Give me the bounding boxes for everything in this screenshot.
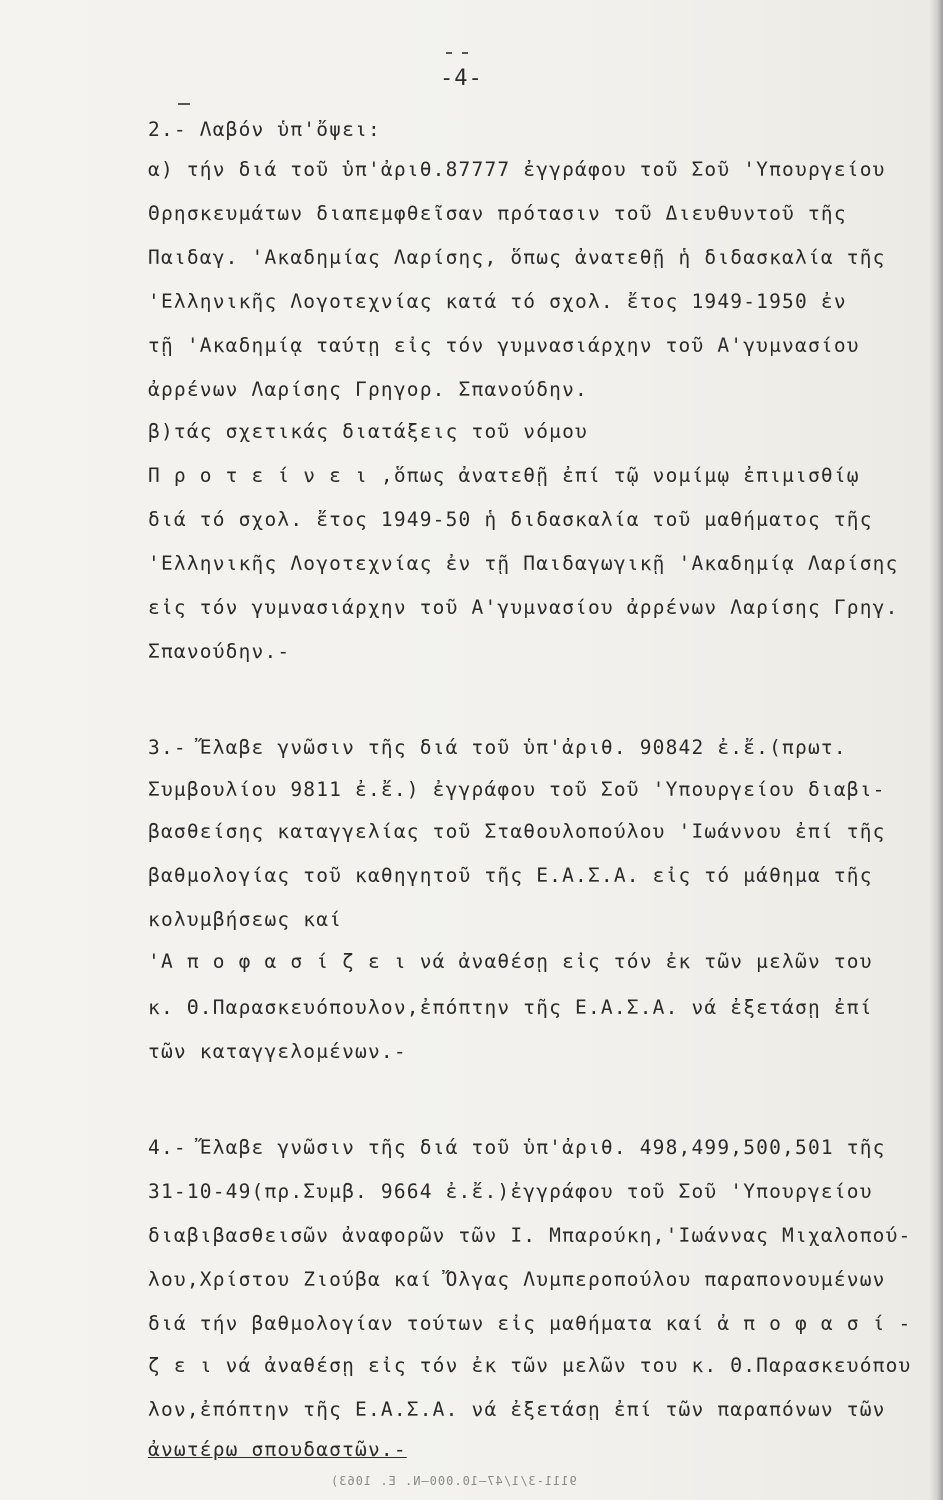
text-line: Συμβουλίου 9811 ἐ.ἔ.) ἐγγράφου τοῦ Σοῦ 'Υπουργείου διαβι- — [148, 778, 886, 801]
text-line: Σπανούδην.- — [148, 640, 291, 663]
text-line: 'Ελληνικῆς Λογοτεχνίας ἐν τῇ Παιδαγωγικῇ 'Ακαδημίᾳ Λαρίσης — [148, 552, 899, 575]
text-line: 31-10-49(πρ.Συμβ. 9664 ἐ.ἔ.)ἐγγράφου τοῦ Σοῦ 'Υπουργείου — [148, 1180, 873, 1203]
text-line: κολυμβήσεως καί — [148, 908, 343, 931]
ink-mark — [178, 103, 190, 105]
print-footer: 9111-3/1/47—10.000—Ν. Ε. 1063) — [330, 1474, 577, 1488]
text-line: ἀνωτέρω σπουδαστῶν.- — [148, 1438, 407, 1461]
text-line: τῇ 'Ακαδημίᾳ ταύτῃ εἰς τόν γυμνασιάρχην τοῦ Α'γυμνασίου — [148, 334, 860, 357]
text-line: διά τό σχολ. ἔτος 1949-50 ἡ διδασκαλία τοῦ μαθήματος τῆς — [148, 508, 873, 531]
text-line: λον,ἐπόπτην τῆς Ε.Α.Σ.Α. νά ἐξετάσῃ ἐπί τῶν παραπόνων τῶν — [148, 1398, 886, 1421]
text-line: βαθμολογίας τοῦ καθηγητοῦ τῆς Ε.Α.Σ.Α. εἰς τό μάθημα τῆς — [148, 864, 873, 887]
text-line: α) τήν διά τοῦ ὑπ'ἀριθ.87777 ἐγγράφου τοῦ Σοῦ 'Υπουργείου — [148, 158, 886, 181]
text-line: 2.- Λαβόν ὑπ'ὄψει: — [148, 118, 381, 141]
text-line: 3.- Ἔλαβε γνῶσιν τῆς διά τοῦ ὑπ'ἀριθ. 90842 ἐ.ἔ.(πρωτ. — [148, 736, 847, 759]
ink-mark — [446, 52, 452, 54]
text-line: διά τήν βαθμολογίαν τούτων εἰς μαθήματα καί ἀ π ο φ α σ ί - — [148, 1312, 912, 1335]
text-line: 4.- Ἔλαβε γνῶσιν τῆς διά τοῦ ὑπ'ἀριθ. 498,499,500,501 τῆς — [148, 1136, 886, 1159]
page-edge-shadow — [929, 0, 943, 1500]
text-line: 'Ελληνικῆς Λογοτεχνίας κατά τό σχολ. ἔτος 1949-1950 ἐν — [148, 290, 847, 313]
text-line: 'Α π ο φ α σ ί ζ ε ι νά ἀναθέσῃ εἰς τόν ἐκ τῶν μελῶν του — [148, 950, 873, 973]
text-line: Παιδαγ. 'Ακαδημίας Λαρίσης, ὅπως ἀνατεθῇ ἡ διδασκαλία τῆς — [148, 246, 886, 269]
text-line: βασθείσης καταγγελίας τοῦ Σταθουλοπούλου 'Ιωάννου ἐπί τῆς — [148, 820, 886, 843]
text-line: Θρησκευμάτων διαπεμφθεῖσαν πρότασιν τοῦ Διευθυντοῦ τῆς — [148, 202, 847, 225]
page-number: -4- — [440, 66, 483, 91]
text-line: ἀρρένων Λαρίσης Γρηγορ. Σπανούδην. — [148, 378, 588, 401]
text-line: Π ρ ο τ ε ί ν ε ι ,ὅπως ἀνατεθῇ ἐπί τῷ νομίμῳ ἐπιμισθίῳ — [148, 464, 860, 487]
text-line: κ. Θ.Παρασκευόπουλον,ἐπόπτην τῆς Ε.Α.Σ.Α. νά ἐξετάσῃ ἐπί — [148, 996, 873, 1019]
text-line: β)τάς σχετικάς διατάξεις τοῦ νόμου — [148, 420, 588, 443]
text-line: ζ ε ι νά ἀναθέσῃ εἰς τόν ἐκ τῶν μελῶν του κ. Θ.Παρασκευόπου — [148, 1354, 912, 1377]
text-line: διαβιβασθεισῶν ἀναφορῶν τῶν Ι. Μπαρούκη,'Ιωάννας Μιχαλοπού- — [148, 1224, 912, 1247]
text-line: τῶν καταγγελομένων.- — [148, 1040, 407, 1063]
text-line: λου,Χρίστου Ζιούβα καί Ὄλγας Λυμπεροπούλου παραπονουμένων — [148, 1268, 886, 1291]
ink-mark — [462, 52, 468, 54]
text-line: εἰς τόν γυμνασιάρχην τοῦ Α'γυμνασίου ἀρρένων Λαρίσης Γρηγ. — [148, 596, 899, 619]
